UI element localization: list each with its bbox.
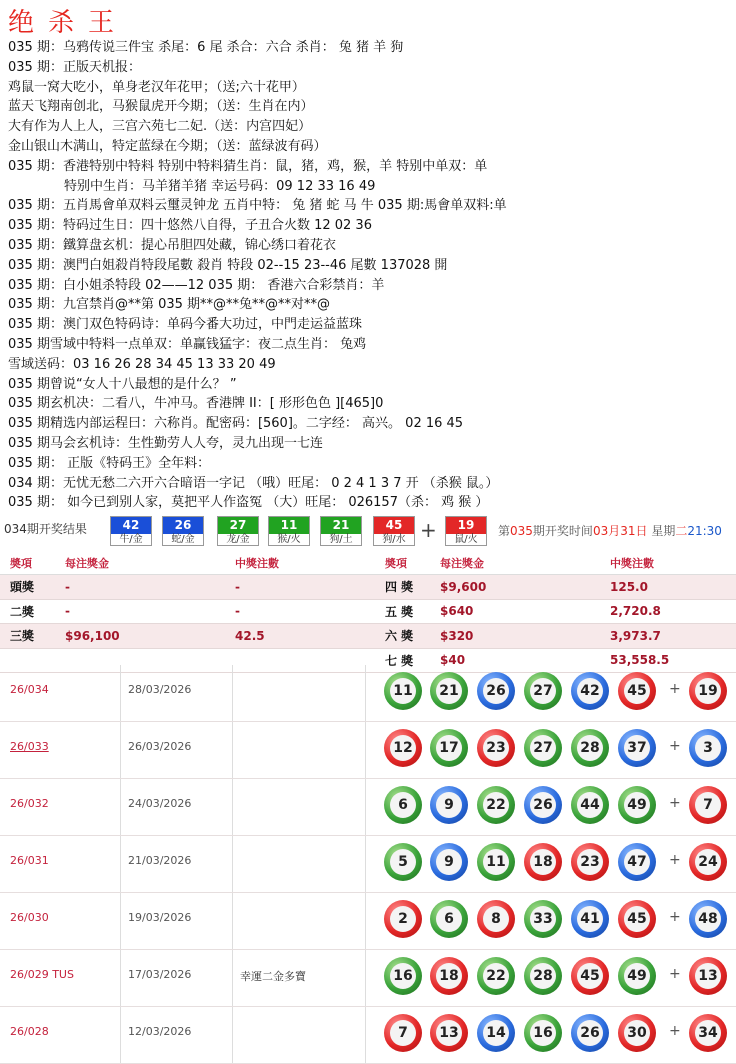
draw-ball-number: 41 xyxy=(577,906,603,932)
special-ball-number: 19 xyxy=(695,678,721,704)
special-ball xyxy=(689,729,727,767)
prediction-line: 金山银山木满山，特定蓝绿在今期；（送：蓝绿波有码） xyxy=(8,138,327,154)
plus-sign: + xyxy=(669,795,681,811)
draw-ball-number: 45 xyxy=(577,963,603,989)
draw-ball xyxy=(477,1014,515,1052)
draw-ball-number: 27 xyxy=(530,735,556,761)
prediction-line: 035 期：乌鸦传说三件宝 杀尾：6 尾 杀合：六合 杀肖： 兔 猪 羊 狗 xyxy=(8,40,404,55)
result-ball xyxy=(373,516,415,546)
draw-ball-number: 18 xyxy=(530,849,556,875)
special-ball-number: 7 xyxy=(695,792,721,818)
prediction-line: 035 期：正版天机报： xyxy=(8,59,141,75)
column-divider xyxy=(365,893,366,949)
result-ball-zodiac: 狗/水 xyxy=(382,534,406,545)
prediction-line: 035 期马会玄机诗：生性勤劳人人夸，灵九出现一七连 xyxy=(8,435,323,451)
draw-ball-number: 47 xyxy=(624,849,650,875)
plus-sign: + xyxy=(669,966,681,982)
draw-ball xyxy=(571,957,609,995)
draw-ball-number: 42 xyxy=(577,678,603,704)
draw-date: 12/03/2026 xyxy=(128,1025,192,1038)
plus-sign: + xyxy=(669,681,681,697)
prize-cell: 125.0 xyxy=(600,575,736,600)
draw-ball xyxy=(524,900,562,938)
plus-sign: + xyxy=(669,852,681,868)
result-ball-zodiac: 猴/火 xyxy=(277,534,301,545)
result-ball xyxy=(110,516,152,546)
draw-ball-number: 49 xyxy=(624,792,650,818)
draw-ball-number: 26 xyxy=(577,1020,603,1046)
draw-ball xyxy=(524,843,562,881)
result-ball-number: 42 xyxy=(111,517,151,534)
draw-row xyxy=(0,1007,736,1064)
prize-table-header xyxy=(0,552,736,575)
prediction-line: 035 期：九宫禁肖@**第 035 期**@**兔**@**对**@ xyxy=(8,297,331,313)
draw-issue-link[interactable]: 26/034 xyxy=(10,683,49,696)
draw-ball xyxy=(618,900,656,938)
special-ball-number: 34 xyxy=(695,1020,721,1046)
plus-sign: + xyxy=(669,738,681,754)
draw-ball-number: 33 xyxy=(530,906,556,932)
plus-sign: + xyxy=(669,1023,681,1039)
result-ball-number: 11 xyxy=(269,517,309,534)
prize-cell: 53,558.5 xyxy=(600,648,736,673)
prediction-line: 035 期：白小姐杀特段 02——12 035 期： 香港六合彩禁肖：羊 xyxy=(8,277,385,293)
prediction-line: 035 期精选内部运程曰：六称肖。配密码：[560]。二字经： 高兴。 02 16 45 xyxy=(8,416,464,432)
draw-ball-number: 2 xyxy=(390,906,416,932)
draw-ball xyxy=(524,672,562,710)
draw-ball xyxy=(618,843,656,881)
draw-ball-number: 8 xyxy=(483,906,509,932)
prize-cell: 42.5 xyxy=(225,624,375,649)
prize-cell: $96,100 xyxy=(55,624,225,649)
draw-ball xyxy=(618,729,656,767)
prize-cell: $320 xyxy=(430,624,600,649)
draw-ball xyxy=(384,1014,422,1052)
draw-row xyxy=(0,950,736,1007)
draw-ball-number: 12 xyxy=(390,735,416,761)
column-divider xyxy=(232,836,233,892)
draw-ball-number: 9 xyxy=(436,849,462,875)
draw-ball-number: 22 xyxy=(483,963,509,989)
draw-ball-number: 45 xyxy=(624,906,650,932)
prize-row xyxy=(0,599,736,624)
draw-ball-number: 26 xyxy=(530,792,556,818)
prize-cell: 3,973.7 xyxy=(600,624,736,649)
draw-ball-number: 23 xyxy=(577,849,603,875)
prediction-line: 蓝天飞翔南创北，马猴鼠虎开今期；（送：生肖在内） xyxy=(8,99,314,115)
draw-ball xyxy=(477,957,515,995)
draw-ball xyxy=(571,843,609,881)
draw-ball xyxy=(524,957,562,995)
draw-ball xyxy=(430,672,468,710)
draw-date: 21/03/2026 xyxy=(128,854,192,867)
draw-ball-number: 26 xyxy=(483,678,509,704)
prize-cell: 頭獎 xyxy=(0,575,55,600)
draw-ball-number: 49 xyxy=(624,963,650,989)
prize-header-cell: 每注獎金 xyxy=(430,552,600,575)
draw-ball xyxy=(430,729,468,767)
prediction-line: 035 期： 正版《特码王》全年料： xyxy=(8,455,211,471)
prize-cell: - xyxy=(225,599,375,624)
draw-ball xyxy=(618,1014,656,1052)
prize-cell: - xyxy=(55,575,225,600)
prediction-line: 大有作为人上人，三宫六苑七二妃.（送：内宫四妃） xyxy=(8,119,312,135)
draw-ball xyxy=(477,843,515,881)
draw-ball xyxy=(618,957,656,995)
draw-ball xyxy=(571,729,609,767)
column-divider xyxy=(365,1007,366,1063)
draw-issue-link[interactable]: 26/031 xyxy=(10,854,49,867)
draw-ball-number: 11 xyxy=(483,849,509,875)
draw-ball xyxy=(618,672,656,710)
result-ball-zodiac: 鼠/火 xyxy=(454,534,478,545)
draw-issue-link[interactable]: 26/028 xyxy=(10,1025,49,1038)
draw-ball xyxy=(384,786,422,824)
prediction-line: 035 期： 如今已到别人家，莫把平人作盗冤 （大）旺尾： 026157（杀： 鸡 猴 ） xyxy=(8,495,489,511)
prize-cell: 三獎 xyxy=(0,624,55,649)
prediction-line: 035 期玄机决：二看八，牛冲马。香港牌 II：[ 形形色色 ][465]0 xyxy=(8,396,384,412)
column-divider xyxy=(365,779,366,835)
prize-cell: - xyxy=(55,599,225,624)
draw-ball-number: 6 xyxy=(436,906,462,932)
column-divider xyxy=(120,1007,121,1063)
special-ball-number: 13 xyxy=(695,963,721,989)
column-divider xyxy=(365,950,366,1006)
draw-ball-number: 18 xyxy=(436,963,462,989)
prediction-line: 035 期：澳門白姐殺肖特段尾數 殺肖 特段 02--15 23--46 尾數 137028 開 xyxy=(8,257,448,273)
prediction-line: 特别中生肖：马羊猪羊猪 幸运号码：09 12 33 16 49 xyxy=(64,178,376,194)
result-ball-zodiac: 狗/土 xyxy=(329,534,353,545)
result-ball xyxy=(162,516,204,546)
draw-ball xyxy=(571,1014,609,1052)
prize-cell: - xyxy=(225,575,375,600)
draw-ball xyxy=(384,729,422,767)
special-ball-number: 48 xyxy=(695,906,721,932)
draw-ball xyxy=(384,900,422,938)
draw-row xyxy=(0,893,736,950)
column-divider xyxy=(120,665,121,721)
draw-ball xyxy=(477,729,515,767)
draw-ball xyxy=(477,786,515,824)
next-draw-info: 第035期开奖时间03月31日 星期二21:30 xyxy=(498,524,722,538)
draw-ball xyxy=(430,900,468,938)
prize-row xyxy=(0,624,736,649)
column-divider xyxy=(120,779,121,835)
draw-date: 26/03/2026 xyxy=(128,740,192,753)
result-ball-number: 45 xyxy=(374,517,414,534)
draw-ball-number: 16 xyxy=(530,1020,556,1046)
draw-ball-number: 9 xyxy=(436,792,462,818)
special-ball xyxy=(689,672,727,710)
draw-ball-number: 11 xyxy=(390,678,416,704)
draw-ball-number: 13 xyxy=(436,1020,462,1046)
draw-ball xyxy=(477,900,515,938)
column-divider xyxy=(232,722,233,778)
draw-ball xyxy=(384,843,422,881)
prize-row xyxy=(0,575,736,600)
prize-header-cell: 中獎注數 xyxy=(600,552,736,575)
prize-cell: $9,600 xyxy=(430,575,600,600)
draw-ball xyxy=(430,957,468,995)
special-ball xyxy=(689,786,727,824)
draw-date: 19/03/2026 xyxy=(128,911,192,924)
prediction-line: 034 期：无忧无愁二六开六合暗语一字记 （哦）旺尾： 0 2 4 1 3 7 开 （杀猴 鼠。） xyxy=(8,475,499,491)
column-divider xyxy=(232,665,233,721)
draw-ball-number: 5 xyxy=(390,849,416,875)
column-divider xyxy=(120,722,121,778)
draw-ball xyxy=(524,786,562,824)
draw-ball xyxy=(524,1014,562,1052)
draw-issue-link[interactable]: 26/029 TUS xyxy=(10,968,74,981)
draw-issue-link[interactable]: 26/032 xyxy=(10,797,49,810)
special-ball xyxy=(689,843,727,881)
prize-header-cell: 中獎注數 xyxy=(225,552,375,575)
prediction-line: 035 期曾说“女人十八最想的是什么？ ” xyxy=(8,376,237,392)
prediction-line: 035 期：特码过生日：四十悠然八自得，子丑合火数 12 02 36 xyxy=(8,218,372,234)
draw-ball-number: 14 xyxy=(483,1020,509,1046)
special-ball xyxy=(689,900,727,938)
prize-cell: 七 獎 xyxy=(375,648,430,673)
prediction-line: 雪域送码：03 16 26 28 34 45 13 33 20 49 xyxy=(8,356,276,372)
draw-row xyxy=(0,836,736,893)
draw-ball-number: 28 xyxy=(530,963,556,989)
draw-ball-number: 27 xyxy=(530,678,556,704)
page-title: 绝杀王 xyxy=(8,8,129,38)
result-ball xyxy=(320,516,362,546)
draw-ball-number: 37 xyxy=(624,735,650,761)
result-ball-zodiac: 蛇/金 xyxy=(171,534,195,545)
special-ball xyxy=(689,957,727,995)
draw-note: 幸運二金多寶 xyxy=(240,970,306,983)
draw-ball xyxy=(477,672,515,710)
prize-header-cell: 奬項 xyxy=(375,552,430,575)
column-divider xyxy=(120,836,121,892)
plus-sign: + xyxy=(669,909,681,925)
draw-ball xyxy=(571,672,609,710)
draw-ball-number: 45 xyxy=(624,678,650,704)
column-divider xyxy=(232,779,233,835)
draw-ball-number: 22 xyxy=(483,792,509,818)
column-divider xyxy=(365,665,366,721)
special-ball xyxy=(689,1014,727,1052)
draw-ball xyxy=(571,786,609,824)
prize-cell: $40 xyxy=(430,648,600,673)
column-divider xyxy=(120,893,121,949)
draw-ball xyxy=(430,843,468,881)
column-divider xyxy=(365,722,366,778)
draw-ball xyxy=(430,786,468,824)
result-ball-number: 26 xyxy=(163,517,203,534)
prediction-line: 035 期：香港特别中特料 特别中特料猜生肖：鼠，猪，鸡，猴，羊 特别中单双：单 xyxy=(8,158,488,174)
result-ball-number: 27 xyxy=(218,517,258,534)
plus-sign: + xyxy=(420,518,437,542)
result-label: 034期开奖结果 xyxy=(4,522,87,536)
prize-cell: 四 獎 xyxy=(375,575,430,600)
prize-cell: $640 xyxy=(430,599,600,624)
prize-header-cell: 奬項 xyxy=(0,552,55,575)
result-ball xyxy=(445,516,487,546)
prize-cell: 六 獎 xyxy=(375,624,430,649)
draw-history xyxy=(0,665,736,1064)
prize-cell: 二獎 xyxy=(0,599,55,624)
draw-ball-number: 7 xyxy=(390,1020,416,1046)
draw-ball xyxy=(618,786,656,824)
prediction-line: 035 期雪域中特料一点单双：单赢钱猛字：夜二点生肖： 兔鸡 xyxy=(8,336,367,352)
draw-ball-number: 23 xyxy=(483,735,509,761)
draw-ball xyxy=(430,1014,468,1052)
draw-ball xyxy=(571,900,609,938)
result-ball xyxy=(268,516,310,546)
draw-ball-number: 21 xyxy=(436,678,462,704)
column-divider xyxy=(232,1007,233,1063)
column-divider xyxy=(365,836,366,892)
result-bar xyxy=(0,514,736,546)
prediction-line: 035 期：鐵算盘玄机：提心吊胆四处藏，锦心绣口着花衣 xyxy=(8,237,336,253)
result-ball-number: 21 xyxy=(321,517,361,534)
draw-ball xyxy=(524,729,562,767)
result-ball-zodiac: 龙/金 xyxy=(226,534,250,545)
draw-date: 17/03/2026 xyxy=(128,968,192,981)
prize-header-cell: 每注獎金 xyxy=(55,552,225,575)
prize-cell: 五 獎 xyxy=(375,599,430,624)
draw-ball-number: 30 xyxy=(624,1020,650,1046)
draw-ball-number: 44 xyxy=(577,792,603,818)
draw-ball-number: 28 xyxy=(577,735,603,761)
draw-ball xyxy=(384,672,422,710)
draw-ball-number: 16 xyxy=(390,963,416,989)
result-ball xyxy=(217,516,259,546)
draw-issue-link[interactable]: 26/030 xyxy=(10,911,49,924)
draw-row xyxy=(0,779,736,836)
prediction-line: 035 期：澳门双色特码诗：单码今番大功过，中門走运益蓝珠 xyxy=(8,317,362,333)
draw-ball-number: 17 xyxy=(436,735,462,761)
prize-table xyxy=(0,552,736,673)
column-divider xyxy=(232,893,233,949)
column-divider xyxy=(232,950,233,1006)
draw-row xyxy=(0,665,736,722)
draw-date: 24/03/2026 xyxy=(128,797,192,810)
draw-ball xyxy=(384,957,422,995)
result-ball-number: 19 xyxy=(446,517,486,534)
prediction-line: 鸡鼠一窝大吃小，单身老汉年花甲；（送;六十花甲） xyxy=(8,79,305,95)
special-ball-number: 3 xyxy=(695,735,721,761)
draw-issue-link[interactable]: 26/033 xyxy=(10,740,49,753)
column-divider xyxy=(120,950,121,1006)
prediction-lines xyxy=(8,38,734,513)
prediction-line: 035 期：五肖馬會单双料云璽灵钟龙 五肖中特： 兔 猪 蛇 马 牛 035 期:馬會单双料:单 xyxy=(8,198,507,214)
draw-row xyxy=(0,722,736,779)
result-ball-zodiac: 牛/金 xyxy=(119,534,143,545)
draw-date: 28/03/2026 xyxy=(128,683,192,696)
special-ball-number: 24 xyxy=(695,849,721,875)
draw-ball-number: 6 xyxy=(390,792,416,818)
prize-cell: 2,720.8 xyxy=(600,599,736,624)
